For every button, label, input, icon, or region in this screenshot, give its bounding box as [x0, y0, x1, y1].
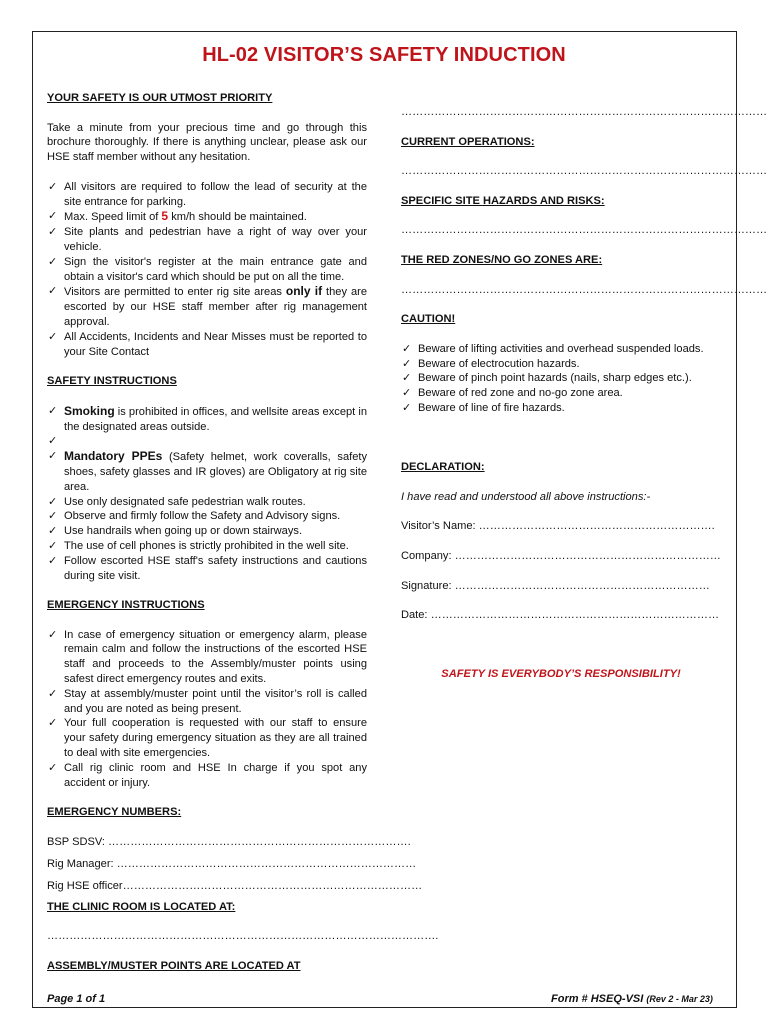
emergency-heading: EMERGENCY INSTRUCTIONS [47, 599, 205, 612]
list-item: ✓ All Accidents, Incidents and Near Misses must be reported to your Site Contact [48, 330, 367, 358]
check-icon: ✓ [48, 255, 58, 268]
check-icon: ✓ [402, 342, 412, 355]
check-icon: ✓ [48, 435, 58, 448]
list-item: ✓ Use handrails when going up or down stairways. [48, 525, 303, 538]
list-item: ✓ Mandatory PPEs (Safety helmet, work coveralls, safety shoes, safety glasses and IR gloves) are Obligatory at rig site area. [48, 449, 367, 493]
form-number: Form # HSEQ-VSI (Rev 2 - Mar 23) [551, 993, 713, 1005]
caution-list [401, 342, 721, 416]
current-ops-field: ……………………………………………………………………………………… [401, 165, 768, 178]
check-icon: ✓ [48, 525, 58, 538]
visitor-rules-list [47, 180, 367, 360]
list-item: ✓ Call rig clinic room and HSE In charge if you spot any accident or injury. [48, 761, 367, 789]
list-item: ✓ Stay at assembly/muster point until the visitor’s roll is called and you are noted as being present. [48, 687, 367, 715]
current-ops-heading: CURRENT OPERATIONS: [401, 135, 535, 148]
declaration-heading: DECLARATION: [401, 461, 485, 474]
bsp-number-field: BSP SDSV: ………………………………………………………………………. [47, 835, 411, 848]
safety-slogan: SAFETY IS EVERYBODY’S RESPONSIBILITY! [441, 668, 681, 681]
visitor-name-field: Visitor’s Name: ………………………………………………………. [401, 520, 715, 533]
check-icon: ✓ [48, 761, 58, 774]
intro-paragraph: Take a minute from your precious time and go through this brochure thoroughly. If there is anything unclear, please ask our HSE staff member without any hesitation. [47, 121, 367, 164]
signature-field: Signature: …………………………………………………………… [401, 579, 710, 592]
list-item: ✓ Use only designated safe pedestrian walk routes. [48, 495, 306, 508]
date-field: Date: …………………………………………………………………… [401, 609, 720, 622]
clinic-location-field: ……………………………………………………………………………………………. [47, 930, 439, 943]
hazards-field: ……………………………………………………………………………………… [401, 224, 768, 237]
check-icon: ✓ [48, 285, 58, 298]
declaration-text: I have read and understood all above instructions:- [401, 490, 651, 503]
safety-heading: SAFETY INSTRUCTIONS [47, 375, 177, 388]
check-icon: ✓ [48, 226, 58, 239]
numbers-heading: EMERGENCY NUMBERS: [47, 806, 182, 819]
caution-heading: CAUTION! [401, 313, 456, 326]
list-item [47, 434, 367, 449]
check-icon: ✓ [48, 539, 58, 552]
list-item: ✓ Max. Speed limit of 5 km/h should be maintained. [48, 209, 307, 224]
list-item: ✓ In case of emergency situation or emergency alarm, please remain calm and follow the instructions of the escorted HSE staff and proceeds to the Assembly/muster points using safest direct emergency routes and exits. [48, 628, 367, 686]
list-item: ✓ Visitors are permitted to enter rig site areas only if they are escorted by our HSE staff member after rig management approval. [48, 284, 367, 328]
check-icon: ✓ [48, 404, 58, 417]
rig-manager-field: Rig Manager: ……………………………………………………………………… [47, 857, 417, 870]
check-icon: ✓ [48, 180, 58, 193]
company-field: Company: ……………………………………………………………… [401, 549, 721, 562]
check-icon: ✓ [402, 387, 412, 400]
emergency-list [47, 628, 367, 791]
check-icon: ✓ [48, 628, 58, 641]
list-item: ✓ Beware of red zone and no-go zone area. [402, 387, 623, 400]
check-icon: ✓ [48, 554, 58, 567]
safety-list [47, 404, 367, 584]
list-item: ✓ Follow escorted HSE staff's safety instructions and cautions during site visit. [48, 554, 367, 582]
assembly-heading: ASSEMBLY/MUSTER POINTS ARE LOCATED AT [47, 960, 301, 973]
list-item: ✓ The use of cell phones is strictly prohibited in the well site. [48, 539, 349, 552]
list-item: ✓ Beware of electrocution hazards. [402, 357, 580, 370]
list-item: ✓ Your full cooperation is requested with our staff to ensure your safety during emergency situation as they are all trained to deal with site emergencies. [48, 717, 367, 760]
list-item: ✓ Beware of lifting activities and overhead suspended loads. [402, 342, 704, 355]
right-column [401, 105, 768, 682]
check-icon: ✓ [48, 210, 58, 223]
list-item: ✓ All visitors are required to follow the lead of security at the site entrance for parking. [48, 180, 367, 208]
check-icon: ✓ [48, 717, 58, 730]
list-item: ✓ Beware of pinch point hazards (nails, sharp edges etc.). [402, 372, 692, 385]
speed-limit-value: 5 [161, 209, 169, 224]
list-item: ✓ Sign the visitor's register at the main entrance gate and obtain a visitor's card which should be put on all the time. [48, 255, 367, 283]
check-icon: ✓ [48, 510, 58, 523]
list-item: ✓ Smoking is prohibited in offices, and wellsite areas except in the designated areas outside. [48, 403, 367, 433]
list-item: ✓ Observe and firmly follow the Safety and Advisory signs. [48, 510, 341, 523]
red-zones-field: ……………………………………………………………………………………… [401, 283, 768, 296]
check-icon: ✓ [402, 401, 412, 414]
check-icon: ✓ [402, 372, 412, 385]
check-icon: ✓ [48, 495, 58, 508]
check-icon: ✓ [48, 687, 58, 700]
rig-hse-field: Rig HSE officer……………………………………………………………………… [47, 880, 423, 893]
dotted-line: ……………………………………………………………………………………… [401, 106, 768, 118]
hazards-heading: SPECIFIC SITE HAZARDS AND RISKS: [401, 194, 605, 207]
red-zones-heading: THE RED ZONES/NO GO ZONES ARE: [401, 253, 603, 266]
check-icon: ✓ [48, 450, 58, 463]
document-title: HL-02 VISITOR’S SAFETY INDUCTION [202, 44, 566, 66]
check-icon: ✓ [402, 357, 412, 370]
clinic-heading: THE CLINIC ROOM IS LOCATED AT: [47, 900, 236, 913]
check-icon: ✓ [48, 330, 58, 343]
revision-label: (Rev 2 - Mar 23) [646, 994, 713, 1004]
priority-heading: YOUR SAFETY IS OUR UTMOST PRIORITY [47, 92, 273, 104]
list-item: ✓ Beware of line of fire hazards. [402, 401, 565, 414]
page-number: Page 1 of 1 [47, 993, 106, 1005]
left-column [47, 91, 439, 974]
list-item: ✓ Site plants and pedestrian have a right of way over your vehicle. [48, 226, 367, 253]
